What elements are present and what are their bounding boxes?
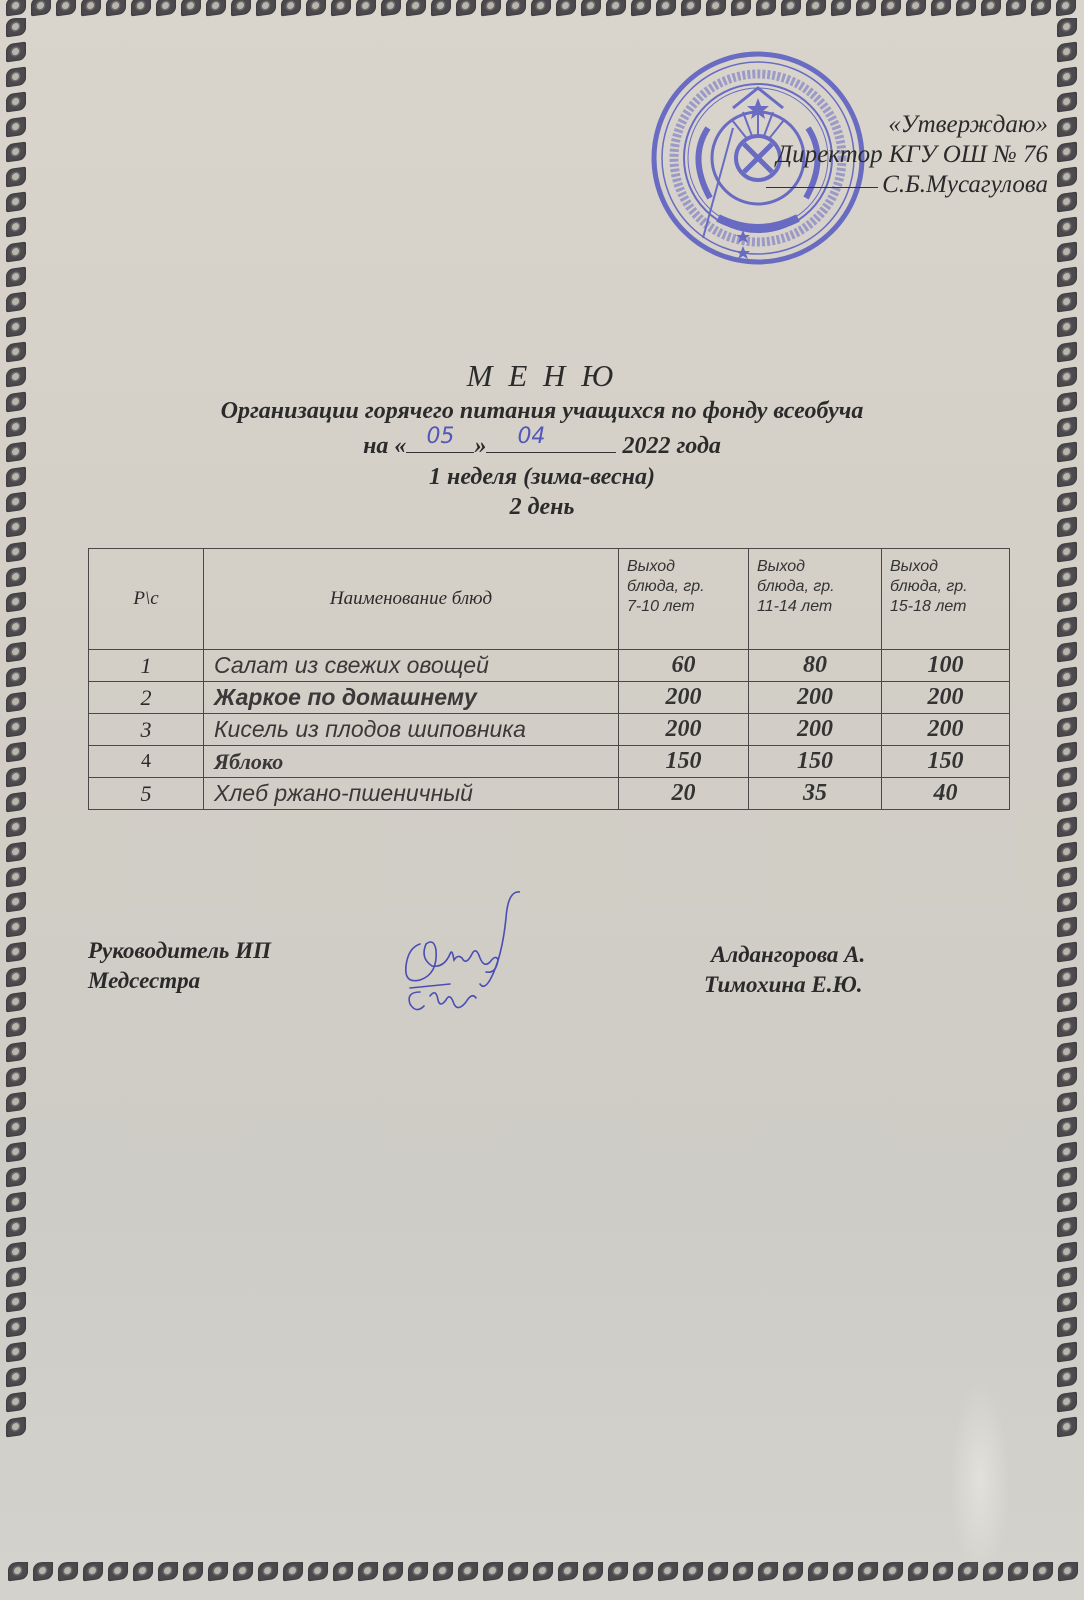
border-ornament-tile	[6, 1242, 26, 1263]
border-ornament-tile	[1057, 167, 1077, 188]
header-text: блюда, гр.	[890, 578, 968, 595]
border-ornament-tile	[931, 0, 951, 16]
border-ornament-tile	[1057, 992, 1077, 1013]
border-ornament-tile	[631, 0, 651, 16]
border-ornament-tile	[231, 0, 251, 16]
border-ornament-tile	[181, 0, 201, 16]
table-row	[89, 682, 1010, 714]
signature-blank-line	[766, 187, 878, 188]
border-ornament-tile	[131, 0, 151, 16]
yield-11-14: 35	[749, 778, 882, 810]
border-ornament-tile	[33, 1562, 53, 1581]
border-ornament-tile	[1057, 1192, 1077, 1213]
border-ornament-tile	[106, 0, 126, 16]
decorative-border-left	[6, 18, 28, 1563]
approval-signer-name: С.Б.Мусагулова	[882, 171, 1048, 198]
border-ornament-tile	[8, 1562, 28, 1581]
border-ornament-tile	[6, 567, 26, 588]
border-ornament-tile	[6, 867, 26, 888]
dish-name: Хлеб ржано-пшеничный	[204, 778, 619, 810]
border-ornament-tile	[6, 817, 26, 838]
date-month-handwritten: 04	[517, 424, 546, 449]
column-header-yield-7-10	[619, 549, 749, 650]
border-ornament-tile	[6, 542, 26, 563]
border-ornament-tile	[1031, 0, 1051, 16]
border-ornament-tile	[1056, 0, 1076, 16]
border-ornament-tile	[1057, 1092, 1077, 1113]
border-ornament-tile	[258, 1562, 278, 1581]
border-ornament-tile	[6, 892, 26, 913]
border-ornament-tile	[1057, 142, 1077, 163]
border-ornament-tile	[6, 1342, 26, 1363]
border-ornament-tile	[1057, 1017, 1077, 1038]
border-ornament-tile	[358, 1562, 378, 1581]
border-ornament-tile	[508, 1562, 528, 1581]
border-ornament-tile	[6, 1042, 26, 1063]
role-head-ip: Руководитель ИП	[88, 938, 271, 963]
border-ornament-tile	[1057, 1117, 1077, 1138]
border-ornament-tile	[506, 0, 526, 16]
border-ornament-tile	[6, 1092, 26, 1113]
border-ornament-tile	[356, 0, 376, 16]
decorative-border-top	[6, 0, 1076, 17]
border-ornament-tile	[256, 0, 276, 16]
border-ornament-tile	[1057, 267, 1077, 288]
border-ornament-tile	[6, 1192, 26, 1213]
border-ornament-tile	[831, 0, 851, 16]
border-ornament-tile	[233, 1562, 253, 1581]
border-ornament-tile	[331, 0, 351, 16]
border-ornament-tile	[308, 1562, 328, 1581]
border-ornament-tile	[883, 1562, 903, 1581]
dish-name: Кисель из плодов шиповника	[204, 714, 619, 746]
border-ornament-tile	[6, 1017, 26, 1038]
decorative-border-bottom	[8, 1562, 1078, 1584]
border-ornament-tile	[6, 967, 26, 988]
dish-name: Жаркое по домашнему	[204, 682, 619, 714]
border-ornament-tile	[1057, 242, 1077, 263]
border-ornament-tile	[183, 1562, 203, 1581]
border-ornament-tile	[1057, 92, 1077, 113]
border-ornament-tile	[281, 0, 301, 16]
border-ornament-tile	[1008, 1562, 1028, 1581]
border-ornament-tile	[1057, 1167, 1077, 1188]
border-ornament-tile	[6, 192, 26, 213]
approval-position: Директор КГУ ОШ № 76	[776, 141, 1048, 168]
table-row	[89, 746, 1010, 778]
border-ornament-tile	[6, 592, 26, 613]
border-ornament-tile	[406, 0, 426, 16]
role-nurse: Медсестра	[88, 968, 201, 993]
border-ornament-tile	[6, 1117, 26, 1138]
border-ornament-tile	[1057, 1142, 1077, 1163]
row-number: 2	[89, 682, 204, 714]
border-ornament-tile	[83, 1562, 103, 1581]
border-ornament-tile	[333, 1562, 353, 1581]
border-ornament-tile	[708, 1562, 728, 1581]
border-ornament-tile	[881, 0, 901, 16]
border-ornament-tile	[908, 1562, 928, 1581]
approval-signer	[766, 170, 1048, 200]
border-ornament-tile	[31, 0, 51, 16]
border-ornament-tile	[1057, 292, 1077, 313]
border-ornament-tile	[6, 742, 26, 763]
dish-name: Салат из свежих овощей	[204, 650, 619, 682]
border-ornament-tile	[156, 0, 176, 16]
row-number: 1	[89, 650, 204, 682]
border-ornament-tile	[758, 1562, 778, 1581]
border-ornament-tile	[556, 0, 576, 16]
row-number: 5	[89, 778, 204, 810]
border-ornament-tile	[133, 1562, 153, 1581]
border-ornament-tile	[1057, 792, 1077, 813]
header-text: 15-18 лет	[890, 598, 967, 615]
border-ornament-tile	[6, 42, 26, 63]
border-ornament-tile	[583, 1562, 603, 1581]
border-ornament-tile	[6, 942, 26, 963]
border-ornament-tile	[1057, 1067, 1077, 1088]
border-ornament-tile	[481, 0, 501, 16]
border-ornament-tile	[1057, 67, 1077, 88]
border-ornament-tile	[6, 1292, 26, 1313]
border-ornament-tile	[6, 717, 26, 738]
border-ornament-tile	[6, 842, 26, 863]
border-ornament-tile	[731, 0, 751, 16]
border-ornament-tile	[58, 1562, 78, 1581]
border-ornament-tile	[981, 0, 1001, 16]
table-row	[89, 650, 1010, 682]
photo-glare	[950, 1380, 1010, 1580]
border-ornament-tile	[1057, 867, 1077, 888]
border-ornament-tile	[1057, 817, 1077, 838]
border-ornament-tile	[6, 92, 26, 113]
border-ornament-tile	[56, 0, 76, 16]
border-ornament-tile	[6, 1142, 26, 1163]
border-ornament-tile	[1057, 567, 1077, 588]
border-ornament-tile	[858, 1562, 878, 1581]
border-ornament-tile	[1057, 842, 1077, 863]
date-mid: »	[474, 433, 487, 459]
table-header-row	[89, 549, 1010, 650]
header-text: блюда, гр.	[627, 578, 705, 595]
border-ornament-tile	[733, 1562, 753, 1581]
border-ornament-tile	[6, 1067, 26, 1088]
border-ornament-tile	[6, 142, 26, 163]
yield-7-10: 20	[619, 778, 749, 810]
border-ornament-tile	[1057, 217, 1077, 238]
border-ornament-tile	[681, 0, 701, 16]
header-text: Выход	[890, 558, 939, 575]
border-ornament-tile	[1057, 542, 1077, 563]
name-nurse: Тимохина Е.Ю.	[704, 972, 863, 997]
border-ornament-tile	[6, 267, 26, 288]
yield-7-10: 150	[619, 746, 749, 778]
border-ornament-tile	[381, 0, 401, 16]
row-number: 4	[89, 746, 204, 778]
yield-11-14: 200	[749, 682, 882, 714]
border-ornament-tile	[6, 1167, 26, 1188]
border-ornament-tile	[806, 0, 826, 16]
border-ornament-tile	[6, 117, 26, 138]
border-ornament-tile	[456, 0, 476, 16]
border-ornament-tile	[6, 1392, 26, 1413]
yield-15-18: 40	[882, 778, 1010, 810]
yield-15-18: 200	[882, 714, 1010, 746]
border-ornament-tile	[6, 1317, 26, 1338]
border-ornament-tile	[531, 0, 551, 16]
table-row	[89, 714, 1010, 746]
yield-15-18: 200	[882, 682, 1010, 714]
border-ornament-tile	[6, 617, 26, 638]
header-text: блюда, гр.	[757, 578, 835, 595]
border-ornament-tile	[706, 0, 726, 16]
border-ornament-tile	[1057, 18, 1077, 37]
border-ornament-tile	[1057, 917, 1077, 938]
page-subtitle: Организации горячего питания учащихся по фонду всеобуча	[220, 398, 864, 424]
border-ornament-tile	[1057, 642, 1077, 663]
border-ornament-tile	[633, 1562, 653, 1581]
border-ornament-tile	[6, 0, 26, 16]
border-ornament-tile	[6, 292, 26, 313]
border-ornament-tile	[1058, 1562, 1078, 1581]
border-ornament-tile	[6, 692, 26, 713]
date-month-field	[486, 424, 616, 453]
yield-15-18: 100	[882, 650, 1010, 682]
border-ornament-tile	[6, 917, 26, 938]
border-ornament-tile	[656, 0, 676, 16]
column-header-number: Р\с	[89, 549, 204, 650]
border-ornament-tile	[6, 667, 26, 688]
row-number: 3	[89, 714, 204, 746]
header-text: Выход	[757, 558, 806, 575]
border-ornament-tile	[6, 767, 26, 788]
yield-11-14: 150	[749, 746, 882, 778]
date-suffix: 2022 года	[622, 433, 721, 459]
page-title: М Е Н Ю	[466, 358, 618, 393]
border-ornament-tile	[1057, 1292, 1077, 1313]
border-ornament-tile	[1057, 1267, 1077, 1288]
column-header-yield-15-18	[882, 549, 1010, 650]
handwritten-signature	[380, 888, 520, 1018]
border-ornament-tile	[1057, 1367, 1077, 1388]
border-ornament-tile	[1057, 1042, 1077, 1063]
border-ornament-tile	[108, 1562, 128, 1581]
border-ornament-tile	[6, 792, 26, 813]
border-ornament-tile	[1057, 1342, 1077, 1363]
border-ornament-tile	[483, 1562, 503, 1581]
border-ornament-tile	[283, 1562, 303, 1581]
border-ornament-tile	[833, 1562, 853, 1581]
border-ornament-tile	[6, 217, 26, 238]
border-ornament-tile	[781, 0, 801, 16]
menu-day: 2 день	[509, 494, 575, 520]
border-ornament-tile	[558, 1562, 578, 1581]
border-ornament-tile	[1057, 692, 1077, 713]
border-ornament-tile	[856, 0, 876, 16]
border-ornament-tile	[6, 1367, 26, 1388]
border-ornament-tile	[431, 0, 451, 16]
border-ornament-tile	[408, 1562, 428, 1581]
border-ornament-tile	[608, 1562, 628, 1581]
border-ornament-tile	[906, 0, 926, 16]
border-ornament-tile	[383, 1562, 403, 1581]
border-ornament-tile	[533, 1562, 553, 1581]
date-prefix: на «	[363, 433, 407, 459]
border-ornament-tile	[1057, 592, 1077, 613]
column-header-yield-11-14	[749, 549, 882, 650]
border-ornament-tile	[433, 1562, 453, 1581]
border-ornament-tile	[1057, 967, 1077, 988]
date-day-handwritten: 05	[426, 424, 455, 449]
border-ornament-tile	[1057, 42, 1077, 63]
header-text: Выход	[627, 558, 676, 575]
border-ornament-tile	[606, 0, 626, 16]
border-ornament-tile	[6, 18, 26, 37]
border-ornament-tile	[1057, 317, 1077, 338]
border-ornament-tile	[6, 1417, 26, 1438]
border-ornament-tile	[956, 0, 976, 16]
border-ornament-tile	[158, 1562, 178, 1581]
border-ornament-tile	[206, 0, 226, 16]
yield-11-14: 200	[749, 714, 882, 746]
border-ornament-tile	[306, 0, 326, 16]
decorative-border-right	[1057, 18, 1079, 1563]
header-text: 7-10 лет	[627, 598, 695, 615]
border-ornament-tile	[6, 1267, 26, 1288]
border-ornament-tile	[1057, 1417, 1077, 1438]
column-header-dish-name: Наименование блюд	[204, 549, 619, 650]
border-ornament-tile	[6, 242, 26, 263]
border-ornament-tile	[6, 992, 26, 1013]
border-ornament-tile	[1033, 1562, 1053, 1581]
yield-7-10: 200	[619, 714, 749, 746]
approval-label: «Утверждаю»	[888, 111, 1048, 138]
border-ornament-tile	[1057, 667, 1077, 688]
border-ornament-tile	[581, 0, 601, 16]
border-ornament-tile	[1057, 767, 1077, 788]
border-ornament-tile	[1057, 1392, 1077, 1413]
border-ornament-tile	[1057, 617, 1077, 638]
border-ornament-tile	[1057, 942, 1077, 963]
dish-name: Яблоко	[204, 746, 619, 778]
border-ornament-tile	[808, 1562, 828, 1581]
approval-block	[766, 110, 1048, 200]
name-head-ip: Алдангорова А.	[711, 942, 866, 967]
menu-week: 1 неделя (зима-весна)	[429, 464, 655, 490]
border-ornament-tile	[1057, 1317, 1077, 1338]
border-ornament-tile	[658, 1562, 678, 1581]
yield-7-10: 60	[619, 650, 749, 682]
menu-date	[0, 424, 1084, 460]
border-ornament-tile	[1006, 0, 1026, 16]
border-ornament-tile	[783, 1562, 803, 1581]
table-row	[89, 778, 1010, 810]
border-ornament-tile	[1057, 717, 1077, 738]
border-ornament-tile	[1057, 117, 1077, 138]
border-ornament-tile	[6, 1217, 26, 1238]
border-ornament-tile	[6, 167, 26, 188]
border-ornament-tile	[6, 317, 26, 338]
yield-11-14: 80	[749, 650, 882, 682]
yield-7-10: 200	[619, 682, 749, 714]
yield-15-18: 150	[882, 746, 1010, 778]
border-ornament-tile	[756, 0, 776, 16]
menu-table	[88, 548, 1010, 810]
border-ornament-tile	[6, 642, 26, 663]
border-ornament-tile	[683, 1562, 703, 1581]
border-ornament-tile	[208, 1562, 228, 1581]
border-ornament-tile	[1057, 1217, 1077, 1238]
border-ornament-tile	[1057, 742, 1077, 763]
border-ornament-tile	[1057, 1242, 1077, 1263]
header-text: 11-14 лет	[757, 598, 833, 615]
border-ornament-tile	[1057, 192, 1077, 213]
border-ornament-tile	[6, 67, 26, 88]
border-ornament-tile	[458, 1562, 478, 1581]
border-ornament-tile	[81, 0, 101, 16]
border-ornament-tile	[1057, 892, 1077, 913]
